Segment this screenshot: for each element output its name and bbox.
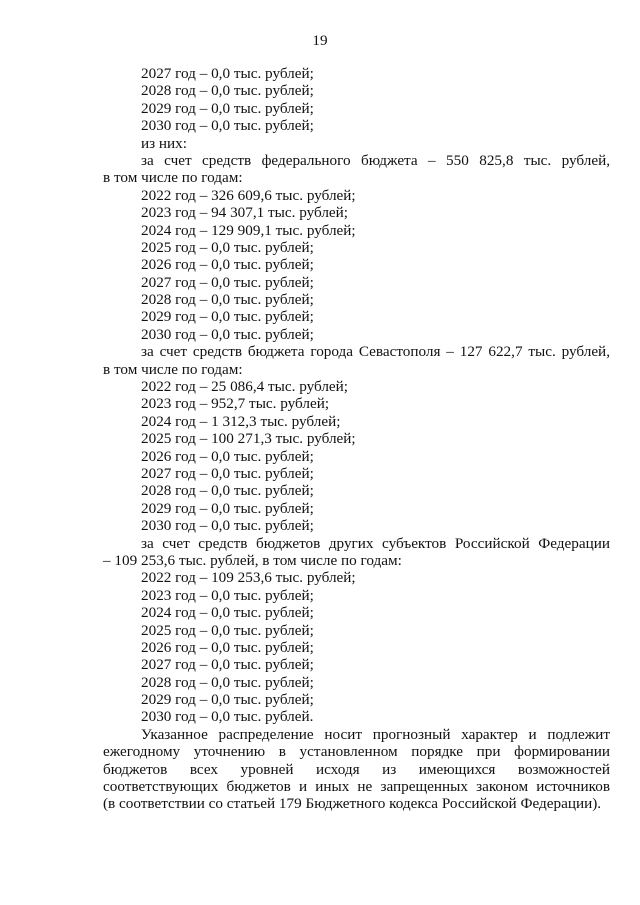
text-line: 2027 год – 0,0 тыс. рублей; — [141, 65, 314, 82]
text-line: в том числе по годам: — [103, 360, 243, 378]
page-number: 19 — [312, 32, 328, 49]
text-line: 2029 год – 0,0 тыс. рублей; — [141, 499, 314, 517]
text-line: – 109 253,6 тыс. рублей, в том числе по годам: — [103, 551, 402, 569]
text-line: 2029 год – 0,0 тыс. рублей; — [141, 308, 314, 326]
text-line: 2029 год – 0,0 тыс. рублей; — [141, 691, 314, 709]
text-line: 2028 год – 0,0 тыс. рублей; — [141, 82, 314, 100]
text-line: в том числе по годам: — [103, 169, 243, 187]
text-line: за счет средств федерального бюджета – 550 825,8 тыс. рублей, — [141, 151, 610, 169]
text-line: бюджетов всех уровней исходя из имеющихся возможностей — [103, 760, 610, 778]
text-line: 2030 год – 0,0 тыс. рублей; — [141, 117, 314, 135]
text-line: 2030 год – 0,0 тыс. рублей; — [141, 325, 314, 343]
text-line: 2026 год – 0,0 тыс. рублей; — [141, 447, 314, 465]
text-line: 2024 год – 129 909,1 тыс. рублей; — [141, 221, 356, 239]
text-line: 2025 год – 0,0 тыс. рублей; — [141, 238, 314, 256]
text-line: за счет средств бюджета города Севастополя – 127 622,7 тыс. рублей, — [141, 343, 610, 361]
text-line: 2026 год – 0,0 тыс. рублей; — [141, 256, 314, 274]
text-line: 2030 год – 0,0 тыс. рублей; — [141, 517, 314, 535]
text-line: 2022 год – 109 253,6 тыс. рублей; — [141, 569, 356, 587]
text-line: (в соответствии со статьей 179 Бюджетного кодекса Российской Федерации). — [103, 795, 602, 813]
text-line: 2027 год – 0,0 тыс. рублей; — [141, 656, 314, 674]
text-line: из них: — [141, 134, 187, 152]
text-line: 2027 год – 0,0 тыс. рублей; — [141, 464, 314, 482]
text-line: 2024 год – 1 312,3 тыс. рублей; — [141, 412, 341, 430]
text-line: 2023 год – 94 307,1 тыс. рублей; — [141, 204, 349, 222]
document-body — [103, 65, 610, 813]
text-line: 2028 год – 0,0 тыс. рублей; — [141, 291, 314, 309]
text-line: 2027 год – 0,0 тыс. рублей; — [141, 273, 314, 291]
text-line: за счет средств бюджетов других субъектов Российской Федерации — [141, 534, 610, 552]
text-line: 2026 год – 0,0 тыс. рублей; — [141, 638, 314, 656]
text-line: 2022 год – 25 086,4 тыс. рублей; — [141, 378, 349, 396]
text-line: 2022 год – 326 609,6 тыс. рублей; — [141, 186, 356, 204]
text-line: 2023 год – 952,7 тыс. рублей; — [141, 395, 330, 413]
text-line: 2030 год – 0,0 тыс. рублей. — [141, 708, 314, 726]
text-line: 2025 год – 100 271,3 тыс. рублей; — [141, 430, 356, 448]
text-line: 2028 год – 0,0 тыс. рублей; — [141, 673, 314, 691]
text-line: 2024 год – 0,0 тыс. рублей; — [141, 604, 314, 622]
text-line: 2028 год – 0,0 тыс. рублей; — [141, 482, 314, 500]
text-line: 2029 год – 0,0 тыс. рублей; — [141, 99, 314, 117]
text-line: 2023 год – 0,0 тыс. рублей; — [141, 586, 314, 604]
text-line: 2025 год – 0,0 тыс. рублей; — [141, 621, 314, 639]
text-line: соответствующих бюджетов и иных не запрещенных законом источников — [103, 778, 610, 796]
text-line: Указанное распределение носит прогнозный характер и подлежит — [141, 725, 610, 743]
text-line: ежегодному уточнению в установленном порядке при формировании — [103, 743, 610, 761]
